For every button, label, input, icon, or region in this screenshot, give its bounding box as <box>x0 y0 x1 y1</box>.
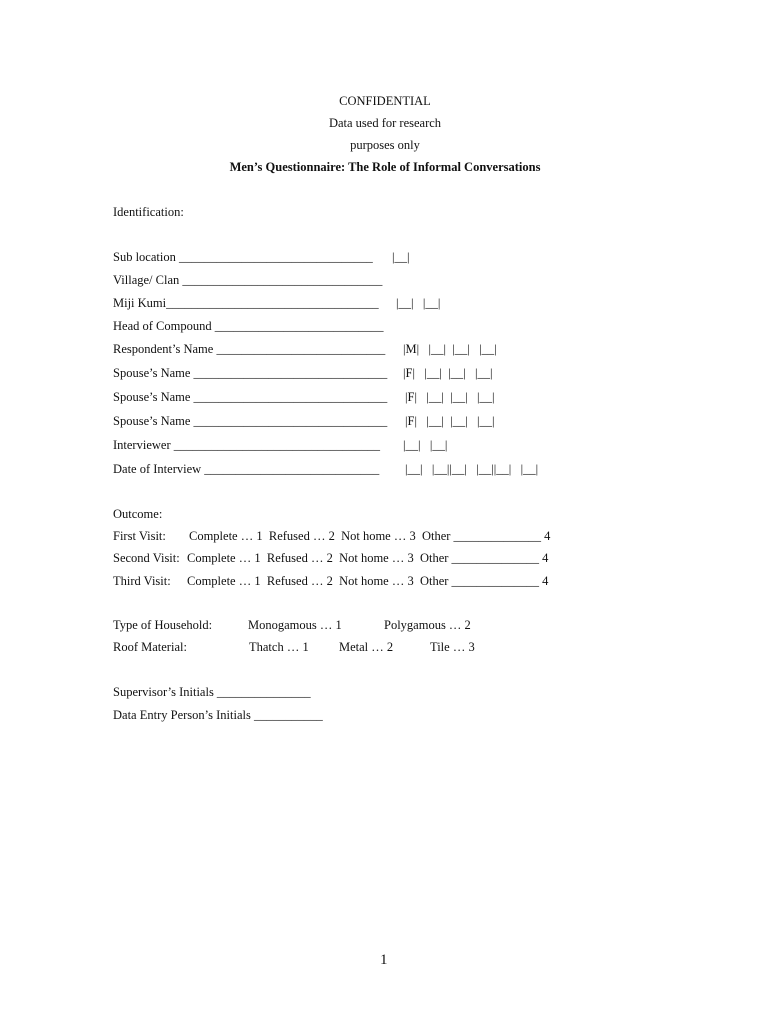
polygamous-option[interactable]: Polygamous … 2 <box>384 618 471 632</box>
household-type-label: Type of Household: <box>113 618 213 632</box>
respondent-code-boxes[interactable]: |M| |__| |__| |__| <box>403 342 497 356</box>
second-visit-options[interactable]: Complete … 1 Refused … 2 Not home … 3 Other ______________ 4 <box>187 551 549 565</box>
sub-location-code-boxes[interactable]: |__| <box>392 250 410 264</box>
supervisor-initials-field[interactable]: Supervisor’s Initials _______________ <box>113 685 311 699</box>
head-of-compound-field[interactable]: Head of Compound ___________________________ <box>113 319 384 333</box>
spouse-code-boxes-2[interactable]: |F| |__| |__| |__| <box>405 390 495 404</box>
respondent-name-field[interactable]: Respondent’s Name ___________________________ <box>113 342 386 356</box>
second-visit-label: Second Visit: <box>113 551 180 565</box>
village-clan-field[interactable]: Village/ Clan ________________________________ <box>113 273 383 287</box>
sub-location-field[interactable]: Sub location _______________________________ <box>113 250 373 264</box>
confidential-label: CONFIDENTIAL <box>339 94 431 108</box>
outcome-heading: Outcome: <box>113 507 163 521</box>
spouse-name-field-2[interactable]: Spouse’s Name _______________________________ <box>113 390 388 404</box>
miji-kumi-field[interactable]: Miji Kumi__________________________________ <box>113 296 379 310</box>
data-entry-initials-field[interactable]: Data Entry Person’s Initials ___________ <box>113 708 323 722</box>
miji-kumi-code-boxes[interactable]: |__| |__| <box>396 296 441 310</box>
roof-material-label: Roof Material: <box>113 640 187 654</box>
spouse-name-field-1[interactable]: Spouse’s Name _______________________________ <box>113 366 388 380</box>
third-visit-label: Third Visit: <box>113 574 171 588</box>
page-number: 1 <box>380 952 388 968</box>
identification-heading: Identification: <box>113 205 184 219</box>
date-code-boxes[interactable]: |__| |__||__| |__||__| |__| <box>405 462 539 476</box>
interviewer-code-boxes[interactable]: |__| |__| <box>403 438 448 452</box>
spouse-code-boxes-3[interactable]: |F| |__| |__| |__| <box>405 414 495 428</box>
research-notice-line-2: purposes only <box>350 138 420 152</box>
tile-option[interactable]: Tile … 3 <box>430 640 475 654</box>
date-of-interview-field[interactable]: Date of Interview ____________________________ <box>113 462 380 476</box>
first-visit-label: First Visit: <box>113 529 166 543</box>
spouse-name-field-3[interactable]: Spouse’s Name _______________________________ <box>113 414 388 428</box>
metal-option[interactable]: Metal … 2 <box>339 640 394 654</box>
monogamous-option[interactable]: Monogamous … 1 <box>248 618 342 632</box>
third-visit-options[interactable]: Complete … 1 Refused … 2 Not home … 3 Other ______________ 4 <box>187 574 549 588</box>
interviewer-field[interactable]: Interviewer _________________________________ <box>113 438 380 452</box>
first-visit-options[interactable]: Complete … 1 Refused … 2 Not home … 3 Other ______________ 4 <box>189 529 551 543</box>
document-title: Men’s Questionnaire: The Role of Informal Conversations <box>229 160 541 174</box>
research-notice-line-1: Data used for research <box>328 116 442 130</box>
spouse-code-boxes-1[interactable]: |F| |__| |__| |__| <box>403 366 493 380</box>
thatch-option[interactable]: Thatch … 1 <box>249 640 309 654</box>
